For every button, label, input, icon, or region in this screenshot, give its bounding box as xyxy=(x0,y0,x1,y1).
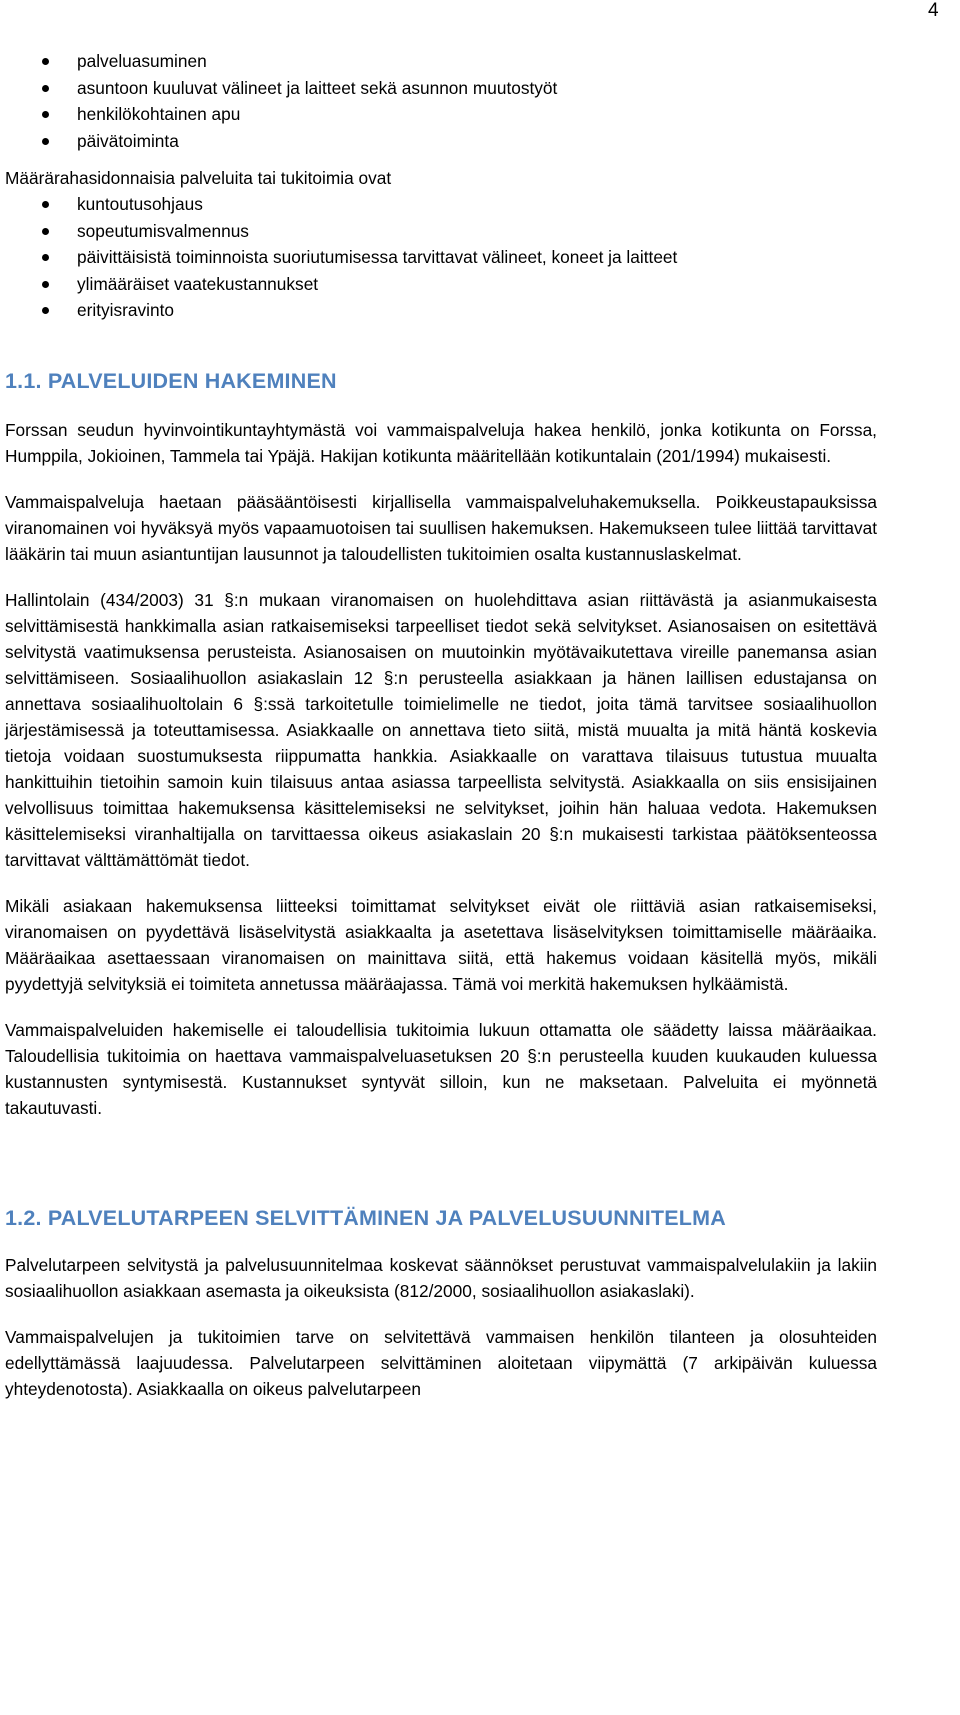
page-number: 4 xyxy=(928,0,939,21)
bullet-icon xyxy=(42,111,49,118)
bullet-icon xyxy=(42,254,49,261)
paragraph: Palvelutarpeen selvitystä ja palvelusuunnitelmaa koskevat säännökset perustuvat vammaispalvelulakiin ja lakiin sosiaalihuollon asiakkaan asemasta ja oikeuksista (812/2000, sosiaalihuollon asiakaslaki). xyxy=(5,1254,877,1301)
bullet-icon xyxy=(42,138,49,145)
paragraph: Hallintolain (434/2003) 31 §:n mukaan viranomaisen on huolehdittava asian riittävästä ja asianmukaisesta selvittämisestä hankkimalla asian ratkaisemiseksi tarpeelliset tiedot sekä selvitykset. Asianosaisen on esitettävä selvitystä vaatimuksensa perusteista. Asianosaisen on muutoinkin myötävaikutettava vireille panemansa asian selvittämiseen. Sosiaalihuollon asiakaslain 12 §:n perusteella asiakkaan ja hänen laillisen edustajansa on annettava sosiaalihuoltolain 6 §:ssä tarkoitetulle toimielimelle ne tiedot, joita tämä tarvitsee sosiaalihuollon järjestämisessä ja toteuttamisessa. Asiakkaalle on annettava tieto siitä, mistä muualta ja mitä häntä koskevia tietoja voidaan suostumuksesta riippumatta hankkia. Asiakkaalle on varattava tilaisuus tutustua muualta hankittuihin tietoihin samoin kuin tilaisuus antaa asiassa tarpeellista selvitystä. Asiakkaalla on siis ensisijainen velvollisuus toimittaa hakemuksensa käsittelemiseksi ne selvitykset, joihin hän haluaa vedota. Hakemuksen käsittelemiseksi viranhaltijalla on tarvittaessa oikeus asiakaslain 20 §:n mukaisesti tarkistaa päätöksenteossa tarvittavat välttämättömät tiedot. xyxy=(5,589,877,870)
paragraph: Forssan seudun hyvinvointikuntayhtymästä voi vammaispalveluja hakea henkilö, jonka kotikunta on Forssa, Humppila, Jokioinen, Tammela tai Ypäjä. Hakijan kotikunta määritellään kotikuntalain (201/1994) mukaisesti. xyxy=(5,419,877,466)
list-item: sopeutumisvalmennus xyxy=(5,218,877,245)
paragraph: Mikäli asiakaan hakemuksensa liitteeksi toimittamat selvitykset eivät ole riittäviä asian ratkaisemiseksi, viranomaisen on pyydettävä lisäselvitystä asiakkaalta ja asetettava lisäselvityksen toimittamiselle määräaika. Määräaikaa asettaessaan viranomaisen on mainittava siitä, että hakemus voidaan käsitellä myös, mikäli pyydettyjä selvityksiä ei toimiteta annetussa määräajassa. Tämä voi merkitä hakemuksen hylkäämistä. xyxy=(5,895,877,994)
bullet-icon xyxy=(42,281,49,288)
paragraph: Vammaispalveluiden hakemiselle ei taloudellisia tukitoimia lukuun ottamatta ole säädetty laissa määräaikaa. Taloudellisia tukitoimia on haettava vammaispalveluasetuksen 20 §:n perusteella kuuden kuukauden kuluessa kustannusten syntymisestä. Kustannukset syntyvät silloin, kun ne maksetaan. Palveluita ei myönnetä takautuvasti. xyxy=(5,1019,877,1118)
list-item: erityisravinto xyxy=(5,297,877,324)
list-item: palveluasuminen xyxy=(5,48,877,75)
list-intro: Määrärahasidonnaisia palveluita tai tukitoimia ovat xyxy=(5,168,392,188)
bullet-icon xyxy=(42,85,49,92)
list-item: kuntoutusohjaus xyxy=(5,191,877,218)
list-item: henkilökohtainen apu xyxy=(5,101,877,128)
list-item: päivittäisistä toiminnoista suoriutumisessa tarvittavat välineet, koneet ja laitteet xyxy=(5,244,877,271)
bullet-icon xyxy=(42,201,49,208)
bullet-icon xyxy=(42,58,49,65)
paragraph: Vammaispalveluja haetaan pääsääntöisesti kirjallisella vammaispalveluhakemuksella. Poikkeustapauksissa viranomainen voi hyväksyä myös vapaamuotoisen tai suullisen hakemuksen. Hakemukseen tulee liittää tarvittavat lääkärin tai muun asiantuntijan lausunnot ja taloudellisten tukitoimien osalta kustannuslaskelmat. xyxy=(5,491,877,564)
bullet-icon xyxy=(42,307,49,314)
document-body xyxy=(5,48,877,1402)
section-heading-applying: 1.1. PALVELUIDEN HAKEMINEN xyxy=(5,368,337,393)
list-item: asuntoon kuuluvat välineet ja laitteet sekä asunnon muutostyöt xyxy=(5,75,877,102)
section-heading-service-needs: 1.2. PALVELUTARPEEN SELVITTÄMINEN JA PALVELUSUUNNITELMA xyxy=(5,1205,726,1230)
list-item: ylimääräiset vaatekustannukset xyxy=(5,271,877,298)
services-list xyxy=(5,48,877,154)
paragraph: Vammaispalvelujen ja tukitoimien tarve on selvitettävä vammaisen henkilön tilanteen ja olosuhteiden edellyttämässä laajuudessa. Palvelutarpeen selvittäminen aloitetaan viipymättä (7 arkipäivän kuluessa yhteydenotosta). Asiakkaalla on oikeus palvelutarpeen xyxy=(5,1326,877,1399)
discretionary-services-list xyxy=(5,191,877,324)
bullet-icon xyxy=(42,228,49,235)
list-item: päivätoiminta xyxy=(5,128,877,155)
